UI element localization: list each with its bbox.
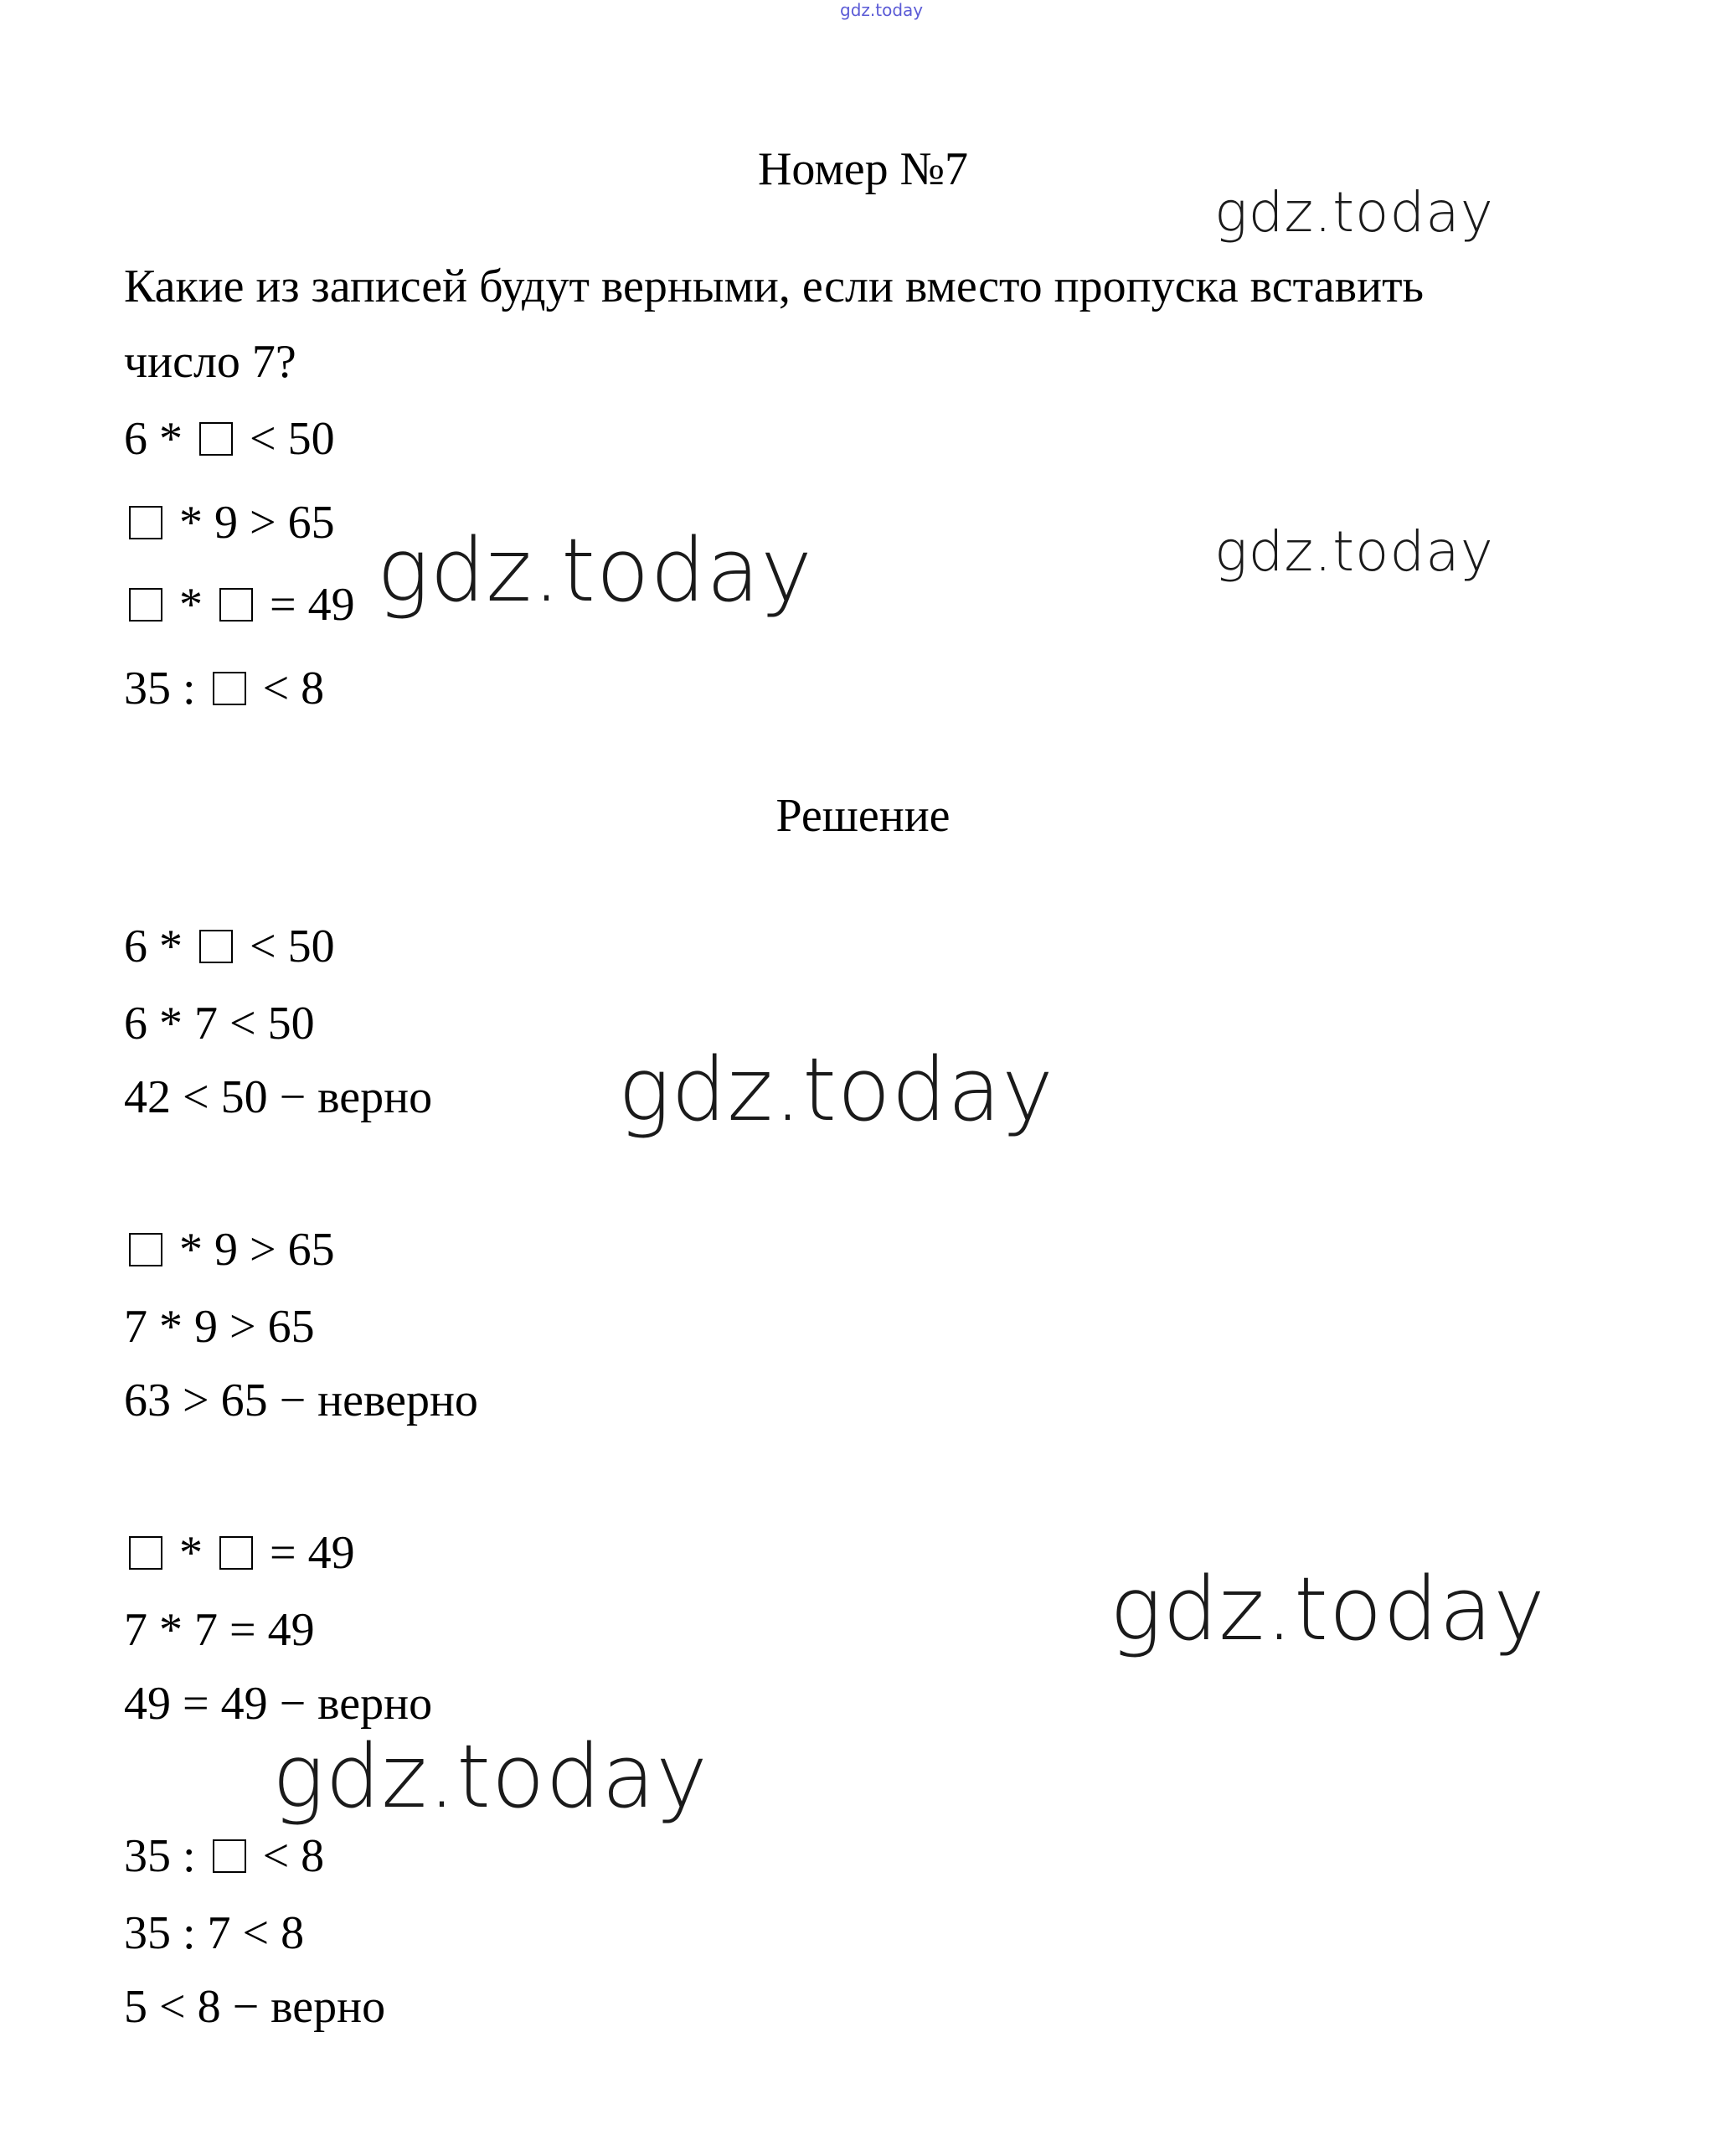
task-expression-1 (124, 412, 335, 466)
expr-text: 35 : (124, 663, 208, 714)
solution-4-substituted: 35 : 7 < 8 (124, 1907, 305, 1959)
solution-4-expression (124, 1829, 324, 1883)
task-expression-2 (124, 496, 335, 549)
blank-box (199, 930, 233, 963)
blank-box (219, 588, 253, 622)
expr-text: < 50 (238, 413, 335, 465)
question-line-1: Какие из записей будут верными, если вместо пропуска вставить (124, 260, 1425, 312)
blank-box (129, 588, 162, 622)
expr-text: * 9 > 65 (167, 1224, 335, 1276)
expr-text: 6 * (124, 413, 194, 465)
blank-box (213, 672, 246, 705)
solution-3-substituted: 7 * 7 = 49 (124, 1604, 315, 1656)
expr-text: * 9 > 65 (167, 497, 335, 549)
solution-1-expression (124, 920, 335, 973)
expr-text: = 49 (258, 1527, 355, 1579)
blank-box (213, 1839, 246, 1873)
watermark: gdz.today (618, 1039, 1054, 1141)
blank-box (199, 422, 233, 456)
blank-box (129, 1233, 162, 1266)
expr-text: < 8 (250, 1830, 325, 1882)
solution-1-substituted: 6 * 7 < 50 (124, 998, 315, 1050)
task-expression-3 (124, 578, 355, 632)
solution-1-result: 42 < 50 − верно (124, 1071, 433, 1123)
expr-text: = 49 (258, 579, 355, 631)
watermark: gdz.today (272, 1725, 708, 1828)
task-title: Номер №7 (757, 143, 969, 195)
solution-heading: Решение (775, 790, 951, 842)
blank-box (129, 1536, 162, 1570)
blank-box (219, 1536, 253, 1570)
watermark: gdz.today (1214, 180, 1494, 245)
expr-text: < 8 (250, 663, 325, 714)
solution-3-result: 49 = 49 − верно (124, 1678, 433, 1730)
solution-4-result: 5 < 8 − верно (124, 1981, 386, 2033)
expr-text: < 50 (238, 921, 335, 972)
solution-2-substituted: 7 * 9 > 65 (124, 1301, 315, 1353)
blank-box (129, 506, 162, 539)
watermark: gdz.today (1214, 519, 1494, 584)
watermark: gdz.today (377, 519, 813, 622)
expr-text: 35 : (124, 1830, 208, 1882)
question-line-2: число 7? (124, 336, 296, 388)
expr-text: * (167, 1527, 214, 1579)
expr-text: 6 * (124, 921, 194, 972)
watermark: gdz.today (1110, 1558, 1546, 1660)
watermark-top: gdz.today (840, 0, 924, 20)
solution-2-result: 63 > 65 − неверно (124, 1375, 478, 1426)
task-expression-4 (124, 662, 324, 715)
expr-text: * (167, 579, 214, 631)
solution-3-expression (124, 1526, 355, 1580)
solution-2-expression (124, 1223, 335, 1277)
